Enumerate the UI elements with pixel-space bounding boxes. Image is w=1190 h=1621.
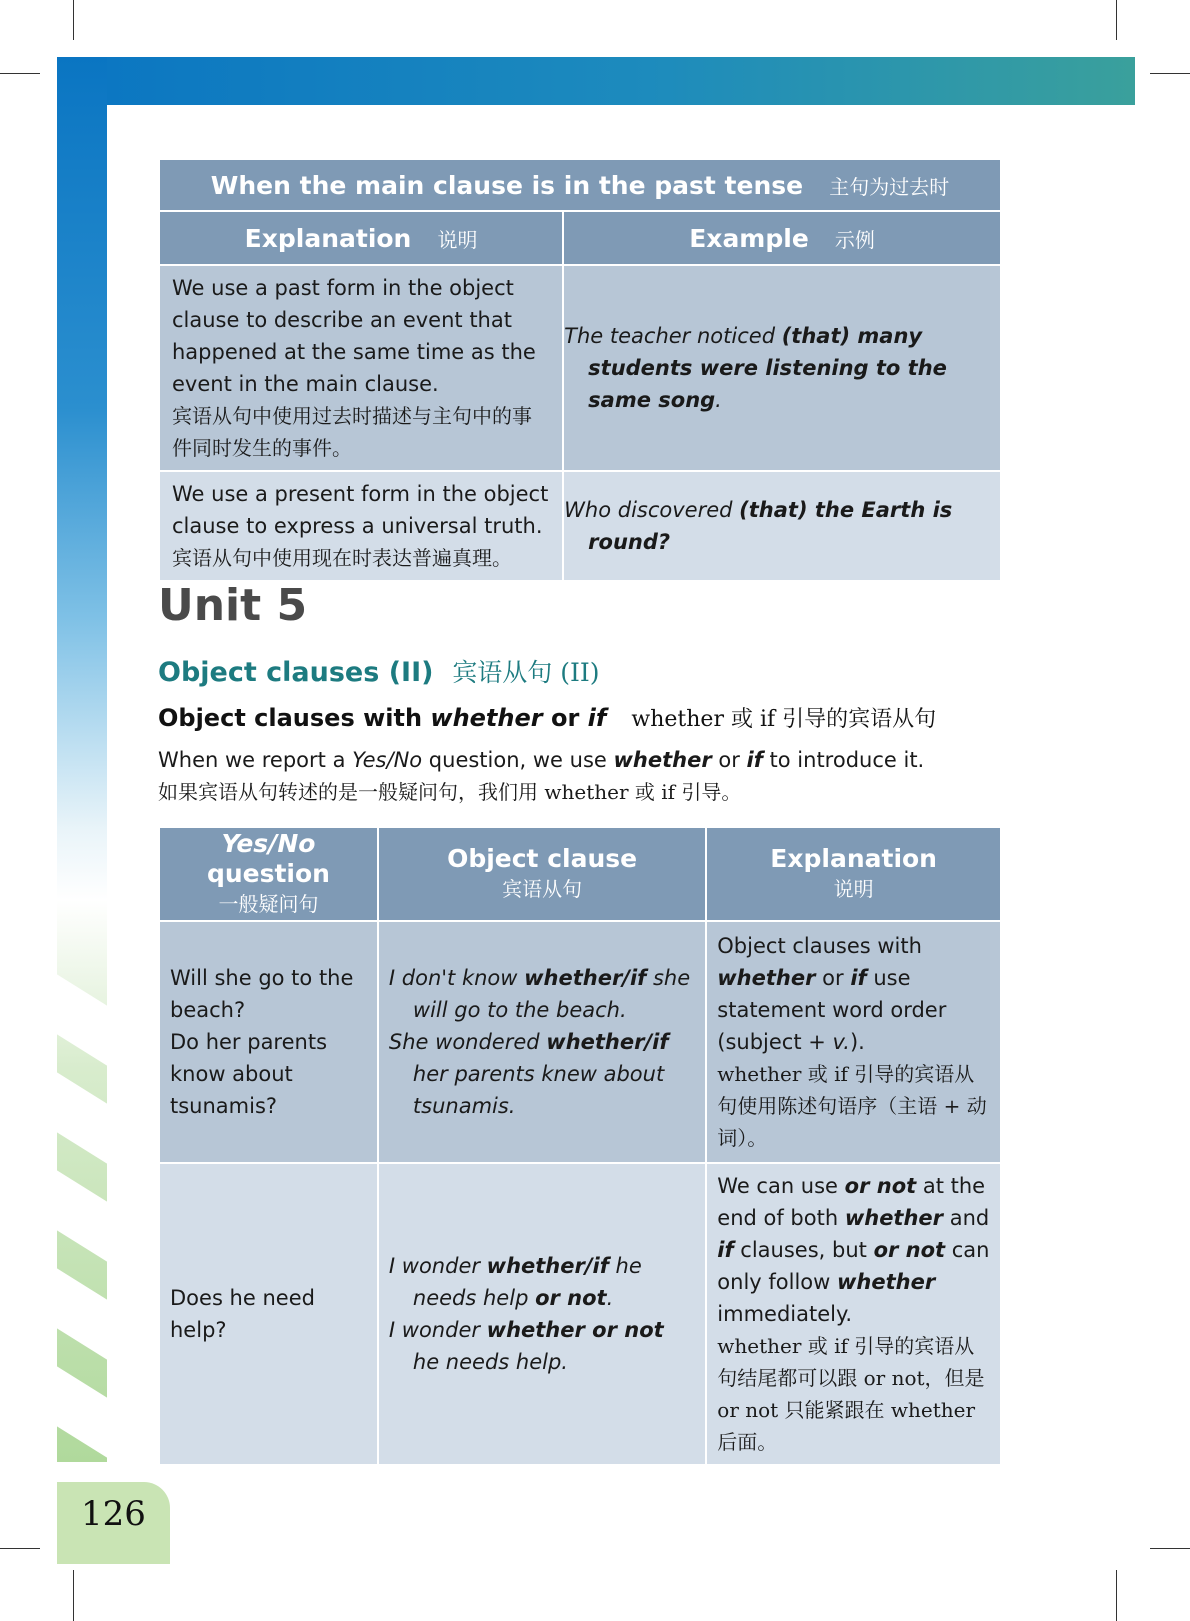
past-tense-table-title bbox=[159, 159, 1001, 211]
crop-mark bbox=[73, 1570, 74, 1621]
object-clause-header: Object clause 宾语从句 bbox=[378, 827, 706, 921]
explanation-cell: We use a past form in the object clause to describe an event that happened at the same time as the event in the main clause. 宾语从句中使用过去时描述与主句中的事件同时发生的事件。 bbox=[159, 265, 563, 471]
crop-mark bbox=[1116, 1570, 1117, 1621]
unit-title: Unit 5 bbox=[158, 580, 308, 631]
table-row bbox=[159, 265, 1001, 471]
intro-en: When we report a Yes/No question, we use whether or if to introduce it. bbox=[158, 748, 925, 772]
explanation-cell: We use a present form in the object clause to express a universal truth. 宾语从句中使用现在时表达普遍真理。 bbox=[159, 471, 563, 581]
example-header: Example 示例 bbox=[563, 211, 1001, 265]
past-tense-table bbox=[158, 158, 1002, 582]
crop-mark bbox=[1150, 73, 1190, 74]
section-title: Object clauses (II) 宾语从句 (II) bbox=[158, 657, 600, 688]
crop-mark bbox=[1150, 1548, 1190, 1549]
table-title-en: When the main clause is in the past tense bbox=[210, 170, 804, 200]
header-band bbox=[57, 57, 1135, 105]
table-title-zh: 主句为过去时 bbox=[829, 174, 950, 199]
object-clause-cell: I wonder whether/if he needs help or not. I wonder whether or not he needs help. bbox=[378, 1163, 706, 1465]
question-cell: Does he need help? bbox=[159, 1163, 378, 1465]
explanation-header: Explanation 说明 bbox=[159, 211, 563, 265]
page-number: 126 bbox=[81, 1494, 146, 1534]
crop-mark bbox=[73, 0, 74, 40]
subsection-title: Object clauses with whether or if whether 或 if 引导的宾语从句 bbox=[158, 704, 937, 732]
example-cell: The teacher noticed (that) many students were listening to the same song. bbox=[563, 265, 1001, 471]
intro-paragraph bbox=[158, 744, 924, 808]
yes-no-table bbox=[158, 826, 1002, 1466]
table-row bbox=[159, 921, 1001, 1163]
question-cell: Will she go to the beach? Do her parents know about tsunamis? bbox=[159, 921, 378, 1163]
explanation-cell: Object clauses with whether or if use statement word order (subject + v.). whether 或 if 引导的宾语从句使用陈述句语序（主语 + 动词）。 bbox=[706, 921, 1001, 1163]
object-clause-cell: I don't know whether/if she will go to the beach. She wondered whether/if her parents knew about tsunamis. bbox=[378, 921, 706, 1163]
explanation-cell: We can use or not at the end of both whether and if clauses, but or not can only follow whether immediately. whether 或 if 引导的宾语从句结尾都可以跟 or not，但是 or not 只能紧跟在 whether 后面。 bbox=[706, 1163, 1001, 1465]
intro-zh: 如果宾语从句转述的是一般疑问句，我们用 whether 或 if 引导。 bbox=[158, 780, 742, 804]
table-row bbox=[159, 471, 1001, 581]
explanation-header: Explanation 说明 bbox=[706, 827, 1001, 921]
example-cell: Who discovered (that) the Earth is round? bbox=[563, 471, 1001, 581]
question-header: Yes/No question 一般疑问句 bbox=[159, 827, 378, 921]
table-row bbox=[159, 1163, 1001, 1465]
crop-mark bbox=[0, 1548, 40, 1549]
crop-mark bbox=[1116, 0, 1117, 40]
crop-mark bbox=[0, 73, 40, 74]
